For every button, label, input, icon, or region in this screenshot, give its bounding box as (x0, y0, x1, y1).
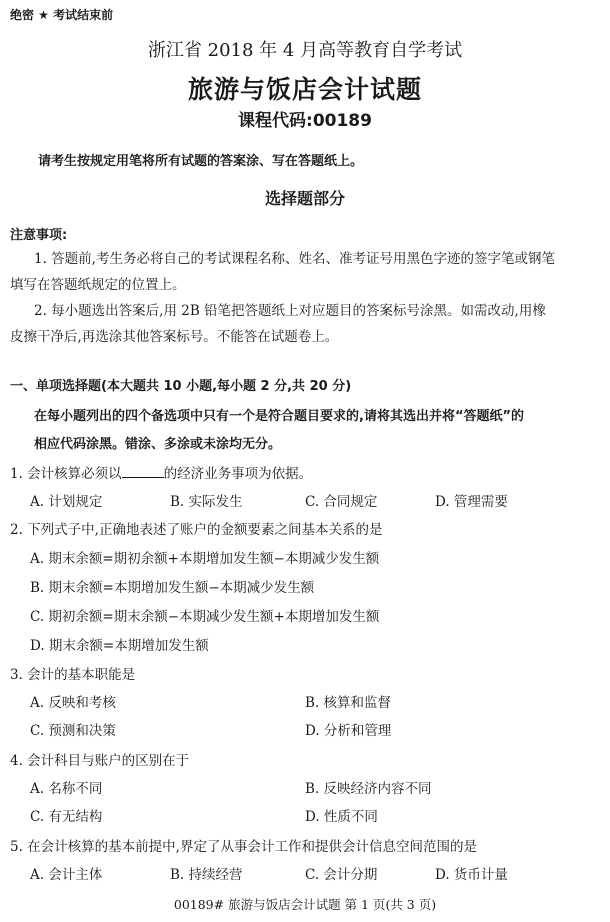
course-code: 课程代码:00189 (238, 111, 372, 131)
question-3-option-b: B. 核算和监督 (305, 695, 392, 711)
question-4-option-b: B. 反映经济内容不同 (305, 781, 432, 797)
question-5-option-b: B. 持续经营 (170, 867, 243, 883)
question-5-option-a: A. 会计主体 (30, 867, 103, 883)
question-3-option-d: D. 分析和管理 (305, 723, 392, 739)
question-4-option-c: C. 有无结构 (30, 809, 103, 825)
section-title: 选择题部分 (264, 189, 345, 208)
question-4-option-a: A. 名称不同 (30, 781, 103, 797)
question-2-option-a: A. 期末余额=期初余额+本期增加发生额−本期减少发生额 (30, 551, 380, 567)
question-3-option-c: C. 预测和决策 (30, 723, 116, 739)
question-1-stem-start: 1. 会计核算必须以 (10, 466, 122, 482)
question-2-option-d: D. 期末余额=本期增加发生额 (30, 638, 209, 654)
part1-desc-line-2: 相应代码涂黑。错涂、多涂或未涂均无分。 (34, 437, 282, 452)
note-item-2-line-1: 2. 每小题选出答案后,用 2B 铅笔把答题纸上对应题目的答案标号涂黑。如需改动,用橡 (34, 303, 546, 319)
question-1-stem-end: 的经济业务事项为依据。 (163, 466, 313, 482)
question-3-stem: 3. 会计的基本职能是 (10, 667, 136, 683)
question-1-stem (10, 462, 312, 482)
question-1-option-b: B. 实际发生 (170, 494, 243, 510)
question-1-option-d: D. 管理需要 (435, 494, 508, 510)
question-2-option-b: B. 期末余额=本期增加发生额−本期减少发生额 (30, 580, 315, 596)
question-2-option-c: C. 期初余额=期末余额−本期减少发生额+本期增加发生额 (30, 609, 380, 625)
question-1-option-c: C. 合同规定 (305, 494, 378, 510)
question-3-option-a: A. 反映和考核 (30, 695, 116, 711)
answer-instruction: 请考生按规定用笔将所有试题的答案涂、写在答题纸上。 (38, 154, 364, 169)
question-1-option-a: A. 计划规定 (30, 494, 103, 510)
note-item-2-line-2: 皮擦干净后,再选涂其他答案标号。不能答在试题卷上。 (10, 329, 339, 345)
question-4-stem: 4. 会计科目与账户的区别在于 (10, 753, 190, 769)
question-5-stem: 5. 在会计核算的基本前提中,界定了从事会计工作和提供会计信息空间范围的是 (10, 839, 477, 855)
answer-blank (122, 465, 164, 478)
exam-title: 浙江省 2018 年 4 月高等教育自学考试 (147, 40, 463, 61)
part1-desc-line-1: 在每小题列出的四个备选项中只有一个是符合题目要求的,请将其选出并将“答题纸”的 (34, 409, 525, 424)
confidential-label: 绝密 ★ 考试结束前 (10, 8, 114, 22)
paper-title: 旅游与饭店会计试题 (187, 75, 422, 104)
page-footer: 00189# 旅游与饭店会计试题 第 1 页(共 3 页) (173, 897, 437, 912)
question-2-stem: 2. 下列式子中,正确地表述了账户的金额要素之间基本关系的是 (10, 522, 383, 538)
notes-title: 注意事项: (10, 228, 68, 243)
note-item-1-line-1: 1. 答题前,考生务必将自己的考试课程名称、姓名、准考证号用黑色字迹的签字笔或钢笔 (34, 251, 555, 267)
question-5-option-d: D. 货币计量 (435, 867, 508, 883)
question-4-option-d: D. 性质不同 (305, 809, 378, 825)
note-item-1-line-2: 填写在答题纸规定的位置上。 (10, 277, 186, 293)
part1-heading: 一、单项选择题(本大题共 10 小题,每小题 2 分,共 20 分) (10, 379, 352, 394)
question-5-option-c: C. 会计分期 (305, 867, 378, 883)
